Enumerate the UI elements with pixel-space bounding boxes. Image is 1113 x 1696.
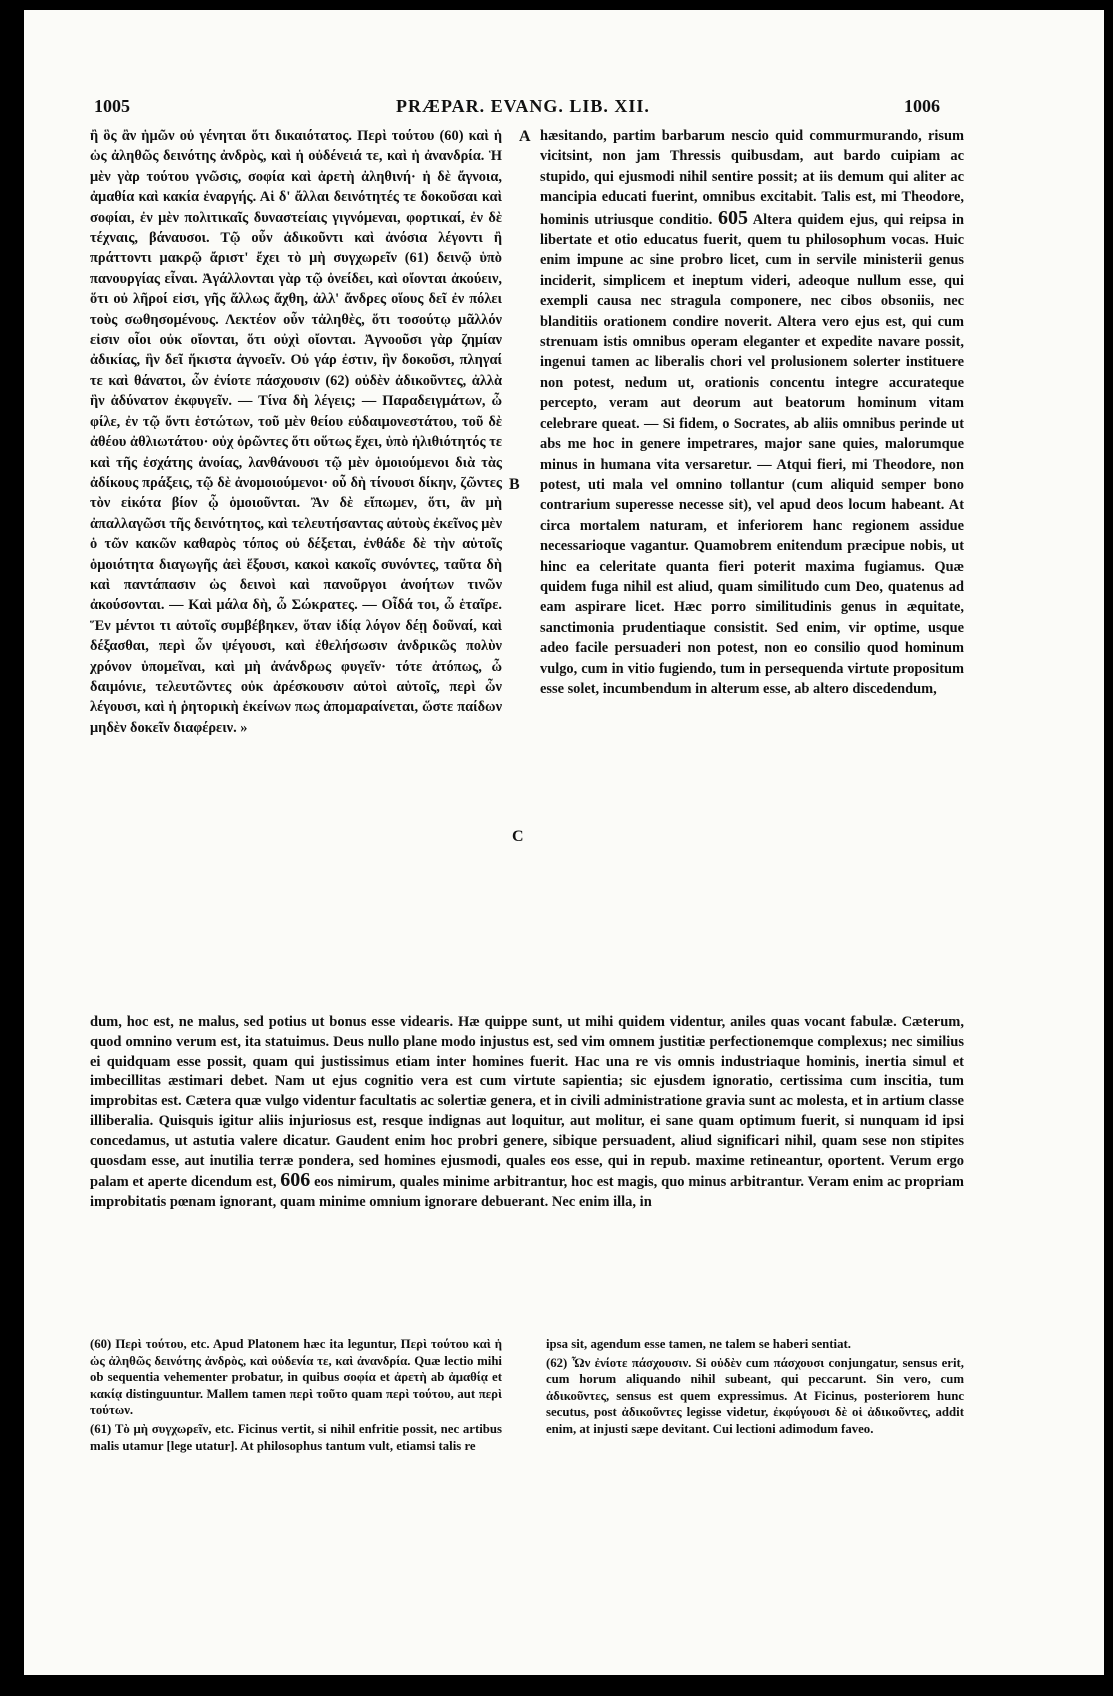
marginal-number-606: 606 xyxy=(280,1169,311,1192)
greek-text: ἢ ὃς ἂν ἡμῶν οὐ γένηται ὅτι δικαιότατος. Περὶ τούτου (60) καὶ ἡ ὡς ἀληθῶς δεινότης ἀνδρὸς, καὶ ἡ οὐδένειά τε, καὶ ἡ ἀνανδρία. Ἡ μὲν γὰρ τούτου γνῶσις, σοφία καὶ ἀρετὴ ἀληθινή· ἡ δὲ ἄγνοια, ἀμαθία καὶ κακία ἐναργής. Αἱ δ' ἄλλαι δεινότητές τε δοκοῦσαι καὶ σοφίαι, ἐν μὲν πολιτικαῖς δυναστείαις γιγνόμεναι, φορτικαί, ἐν δὲ τέχναις, βάναυσοι. Τῷ οὖν ἀδικοῦντι καὶ ἀνόσια λέγοντι ἢ πράττοντι μακρῷ ἄριστ' ἔχει τὸ μὴ συγχωρεῖν (61) δεινῷ ὑπὸ πανουργίας εἶναι. Ἀγάλλονται γὰρ τῷ ὀνείδει, καὶ οἴονται ἀκούειν, ὅτι οὐ λῆροί εἰσι, γῆς ἄλλως ἄχθη, ἀλλ' ἄνδρες οἵους δεῖ ἐν πόλει τοὺς σωθησομένους. Λεκτέον οὖν τἀληθὲς, ὅτι τοσούτῳ μᾶλλόν εἰσιν οἷοι οὐκ οἴονται, ὅτι οὐχὶ οἴονται. Ἀγνοοῦσι γὰρ ζημίαν ἀδικίας, ἣν δεῖ ἥκιστα ἀγνοεῖν. Οὐ γάρ ἐστιν, ἣν δοκοῦσι, πληγαί τε καὶ θάνατοι, ὧν ἐνίοτε πάσχουσιν (62) οὐδὲν ἀδικοῦντες, ἀλλὰ ἣν ἀδύνατον ἐκφυγεῖν. — Τίνα δὴ λέγεις; — Παραδειγμάτων, ὦ φίλε, ἐν τῷ ὄντι ἑστώτων, τοῦ μὲν θείου εὐδαιμονεστάτου, τοῦ δὲ ἀθέου ἀθλιωτάτου· οὐχ ὁρῶντες ὅτι οὕτως ἔχει, ὑπὸ ἠλιθιότητός τε καὶ τῆς ἐσχάτης ἀνοίας, λανθάνουσι τῷ μὲν ὁμοιούμενοι διὰ τὰς ἀδίκους πράξεις, τῷ δὲ ἀνομοιούμενοι· οὗ δὴ τίνουσι δίκην, ζῶντες τὸν εἰκότα βίον ᾧ ὁμοιοῦνται. Ἂν δὲ εἴπωμεν, ὅτι, ἂν μὴ ἀπαλλαγῶσι τῆς δεινότητος, καὶ τελευτήσαντας αὐτοὺς ἐκεῖνος μὲν ὁ τῶν κακῶν καθαρὸς τόπος οὐ δέξεται, ἐνθάδε δὲ τὴν αὑτοῖς ὁμοιότητα διαγωγῆς ἀεὶ ἕξουσι, κακοὶ κακοῖς συνόντες, ταῦτα δὴ καὶ παντάπασιν ὡς δεινοὶ καὶ πανοῦργοι ἀνοήτων τινῶν ἀκούσονται. — Καὶ μάλα δὴ, ὦ Σώκρατες. — Οἶδά τοι, ὦ ἑταῖρε. Ἕν μέντοι τι αὐτοῖς συμβέβηκεν, ὅταν ἰδίᾳ λόγον δέῃ δοῦναί, καὶ δέξασθαι, περὶ ὧν ψέγουσι, καὶ ἐθελήσωσιν ἀνδρικῶς πολὺν χρόνον ὑπομεῖναι, καὶ μὴ ἀνάνδρως φυγεῖν· τότε ἀτόπως, ὦ δαιμόνιε, τελευτῶντες οὐκ ἀρέσκουσιν αὐτοὶ αὑτοῖς, περὶ ὧν λέγουσι, καὶ ἡ ῥητορικὴ ἐκείνων πως ἀπομαραίνεται, ὥστε παίδων μηδὲν δοκεῖν διαφέρειν. » xyxy=(90,128,502,736)
latin-column xyxy=(540,126,964,699)
book-page xyxy=(24,10,1104,1675)
full-width-text-head: dum, hoc est, ne malus, sed potius ut bonus esse videaris. Hæ quippe sunt, ut mihi quidem videntur, aniles quas vocant fabulæ. Cæterum, quod omnino verum est, ita statuimus. Deus nullo plane modo injustus est, sed vim omnem justitiæ perfectionemque complexus; nec similius ei quidquam esse possit, quam qui justissimus etiam inter homines fuerit. Hac una re vis omnis industriaque hominis, inertia simul et imbecillitas æstimari debet. Nam ut ejus cognitio vera est cum virtute sapientia; sic ejusdem ignoratio, certissima cum inscitia, tum improbitas est. Cætera quæ vulgo videntur facultatis ac solertiæ genera, et in civili administratione gravia sunt ac molesta, et in artium classe illiberalia. Quisquis igitur aliis injuriosus est, resque indignas aut loquitur, aut molitur, ei sane quam optimum fuerit, si nunquam id ipsi concedamus, ut astutia valere dicatur. Gaudent enim hoc probri genere, sibique persuadent, aliud significari nihil, quam sese non stipites quosdam esse, aut inutilia terræ pondera, sed homines ejusmodi, quales eos esse, qui in repub. maxime retineantur, oportent. Verum ergo palam et aperte dicendum est, xyxy=(90,1014,964,1191)
latin-paragraph xyxy=(540,126,964,699)
footnote-62: (62) Ὧν ἐνίοτε πάσχουσιν. Si οὐδὲν cum πάσχουσι conjungatur, sensus erit, cum horum aliquando nihil subeant, qui peccarunt. Sin vero, cum ἀδικοῦντες, sensus est quem expressimus. At Ficinus, posteriorem hunc secutus, post ἀδικοῦντες legisse videtur, ἐκφύγουσι δὲ οἱ ἀδικοῦντες, addit enim, at injusti sæpe devitant. Cui lectioni adimodum faveo. xyxy=(546,1355,964,1436)
right-page-number: 1006 xyxy=(904,96,940,116)
margin-marker-c: C xyxy=(512,828,524,845)
footnote-61: (61) Τὸ μὴ συγχωρεῖν, etc. Ficinus vertit, si nihil enfritie possit, nec artibus malis utamur [lege utatur]. At philosophus tantum vult, etiamsi talis re xyxy=(90,1421,502,1453)
full-width-text-rest: eos nimirum, quales minime arbitrantur, hoc est magis, quo minus arbitrantur. Veram enim ac propriam improbitatis pœnam ignorant, quam minime omnium ignorare debuerant. Nec enim illa, in xyxy=(90,1174,965,1211)
footnote-60: (60) Περὶ τούτου, etc. Apud Platonem hæc ita leguntur, Περὶ τούτου καὶ ἡ ὡς ἀληθῶς δεινότης ἀνδρὸς, καὶ οὐδενία τε, καὶ ἀνανδρία. Quæ lectio mihi ob sequentia vehementer probatur, in quibus σοφία et ἀρετὴ ab ἀμαθίᾳ et κακίᾳ distinguuntur. Mallem tamen περὶ τοῦτο quam περὶ τούτου, aut περὶ τούτων. xyxy=(90,1337,502,1418)
footnotes-left xyxy=(90,1336,502,1456)
footnote-61-continued: ipsa sit, agendum esse tamen, ne talem se haberi sentiat. xyxy=(546,1337,851,1351)
running-title: PRÆPAR. EVANG. LIB. XII. xyxy=(396,96,650,116)
latin-text-rest: Altera quidem ejus, qui reipsa in libertate et otio educatus fuerit, quem tu philosophum vocas. Huic enim impune ac sine probro licet, cum in servile ministerii genus inciderit, simplicem et ineptum videri, adeoque nullum esse, qui exempli causa nec stragula componere, nec cibos obsoniis, nec blanditiis orationem condire noverit. Altera vero ejus est, qui cum strenuam istis omnibus operam eleganter et expedite navare possit, ingenui tamen ac liberalis chori vel prolusionem solerter instituere non potest, nedum ut, orationis concentu integre accurateque percepto, veram aut deorum aut beatorum hominum vitam celebrare queat. — Si fidem, o Socrates, ab aliis omnibus perinde ut abs me hoc in genere impetrares, major sane quies, malorumque minus in humana vita versaretur. — Atqui fieri, mi Theodore, non potest, uti mala vel omnino tollantur (cum aliquid semper bono contrarium superesse necesse sit), vel apud deos locum habeant. At circa mortalem naturam, et inferiorem hanc regionem assidue necessarioque vagantur. Quamobrem enitendum præcipue nobis, ut hinc ea celeritate quanta fieri poterit maxima fugiamus. Quæ quidem fuga nihil est aliud, quam similitudo cum Deo, quatenus ad eam aspirare licet. Hæc porro similitudinis genus in æquitate, sanctimonia prudentiaque consistit. Sed enim, vir optime, usque adeo facile persuaderi non potest, non eo consilio quod hominum vulgo, cum in vitio fugiendo, tum in persequenda virtute propositum esse solet, incumbendum in alterum esse, ab altero discedendum, xyxy=(540,211,964,697)
latin-text-head: hæsitando, partim barbarum nescio quid commurmurando, risum vicitsint, non jam Thressis quibusdam, aut bardo cuipiam ac stupido, qui ejusmodi nihil sentire possit; at iis demum qui aliter ac mancipia educati fuerint, omnibus excitabit. Talis est, mi Theodore, hominis utriusque conditio. xyxy=(540,128,964,228)
full-width-paragraph xyxy=(90,1013,964,1213)
greek-column xyxy=(90,126,502,738)
marginal-number-605: 605 xyxy=(717,206,748,229)
left-page-number: 1005 xyxy=(94,96,130,116)
margin-marker-b: B xyxy=(509,476,520,493)
margin-marker-a: A xyxy=(519,128,531,145)
full-width-text xyxy=(90,1013,964,1213)
footnotes-right xyxy=(546,1336,964,1440)
